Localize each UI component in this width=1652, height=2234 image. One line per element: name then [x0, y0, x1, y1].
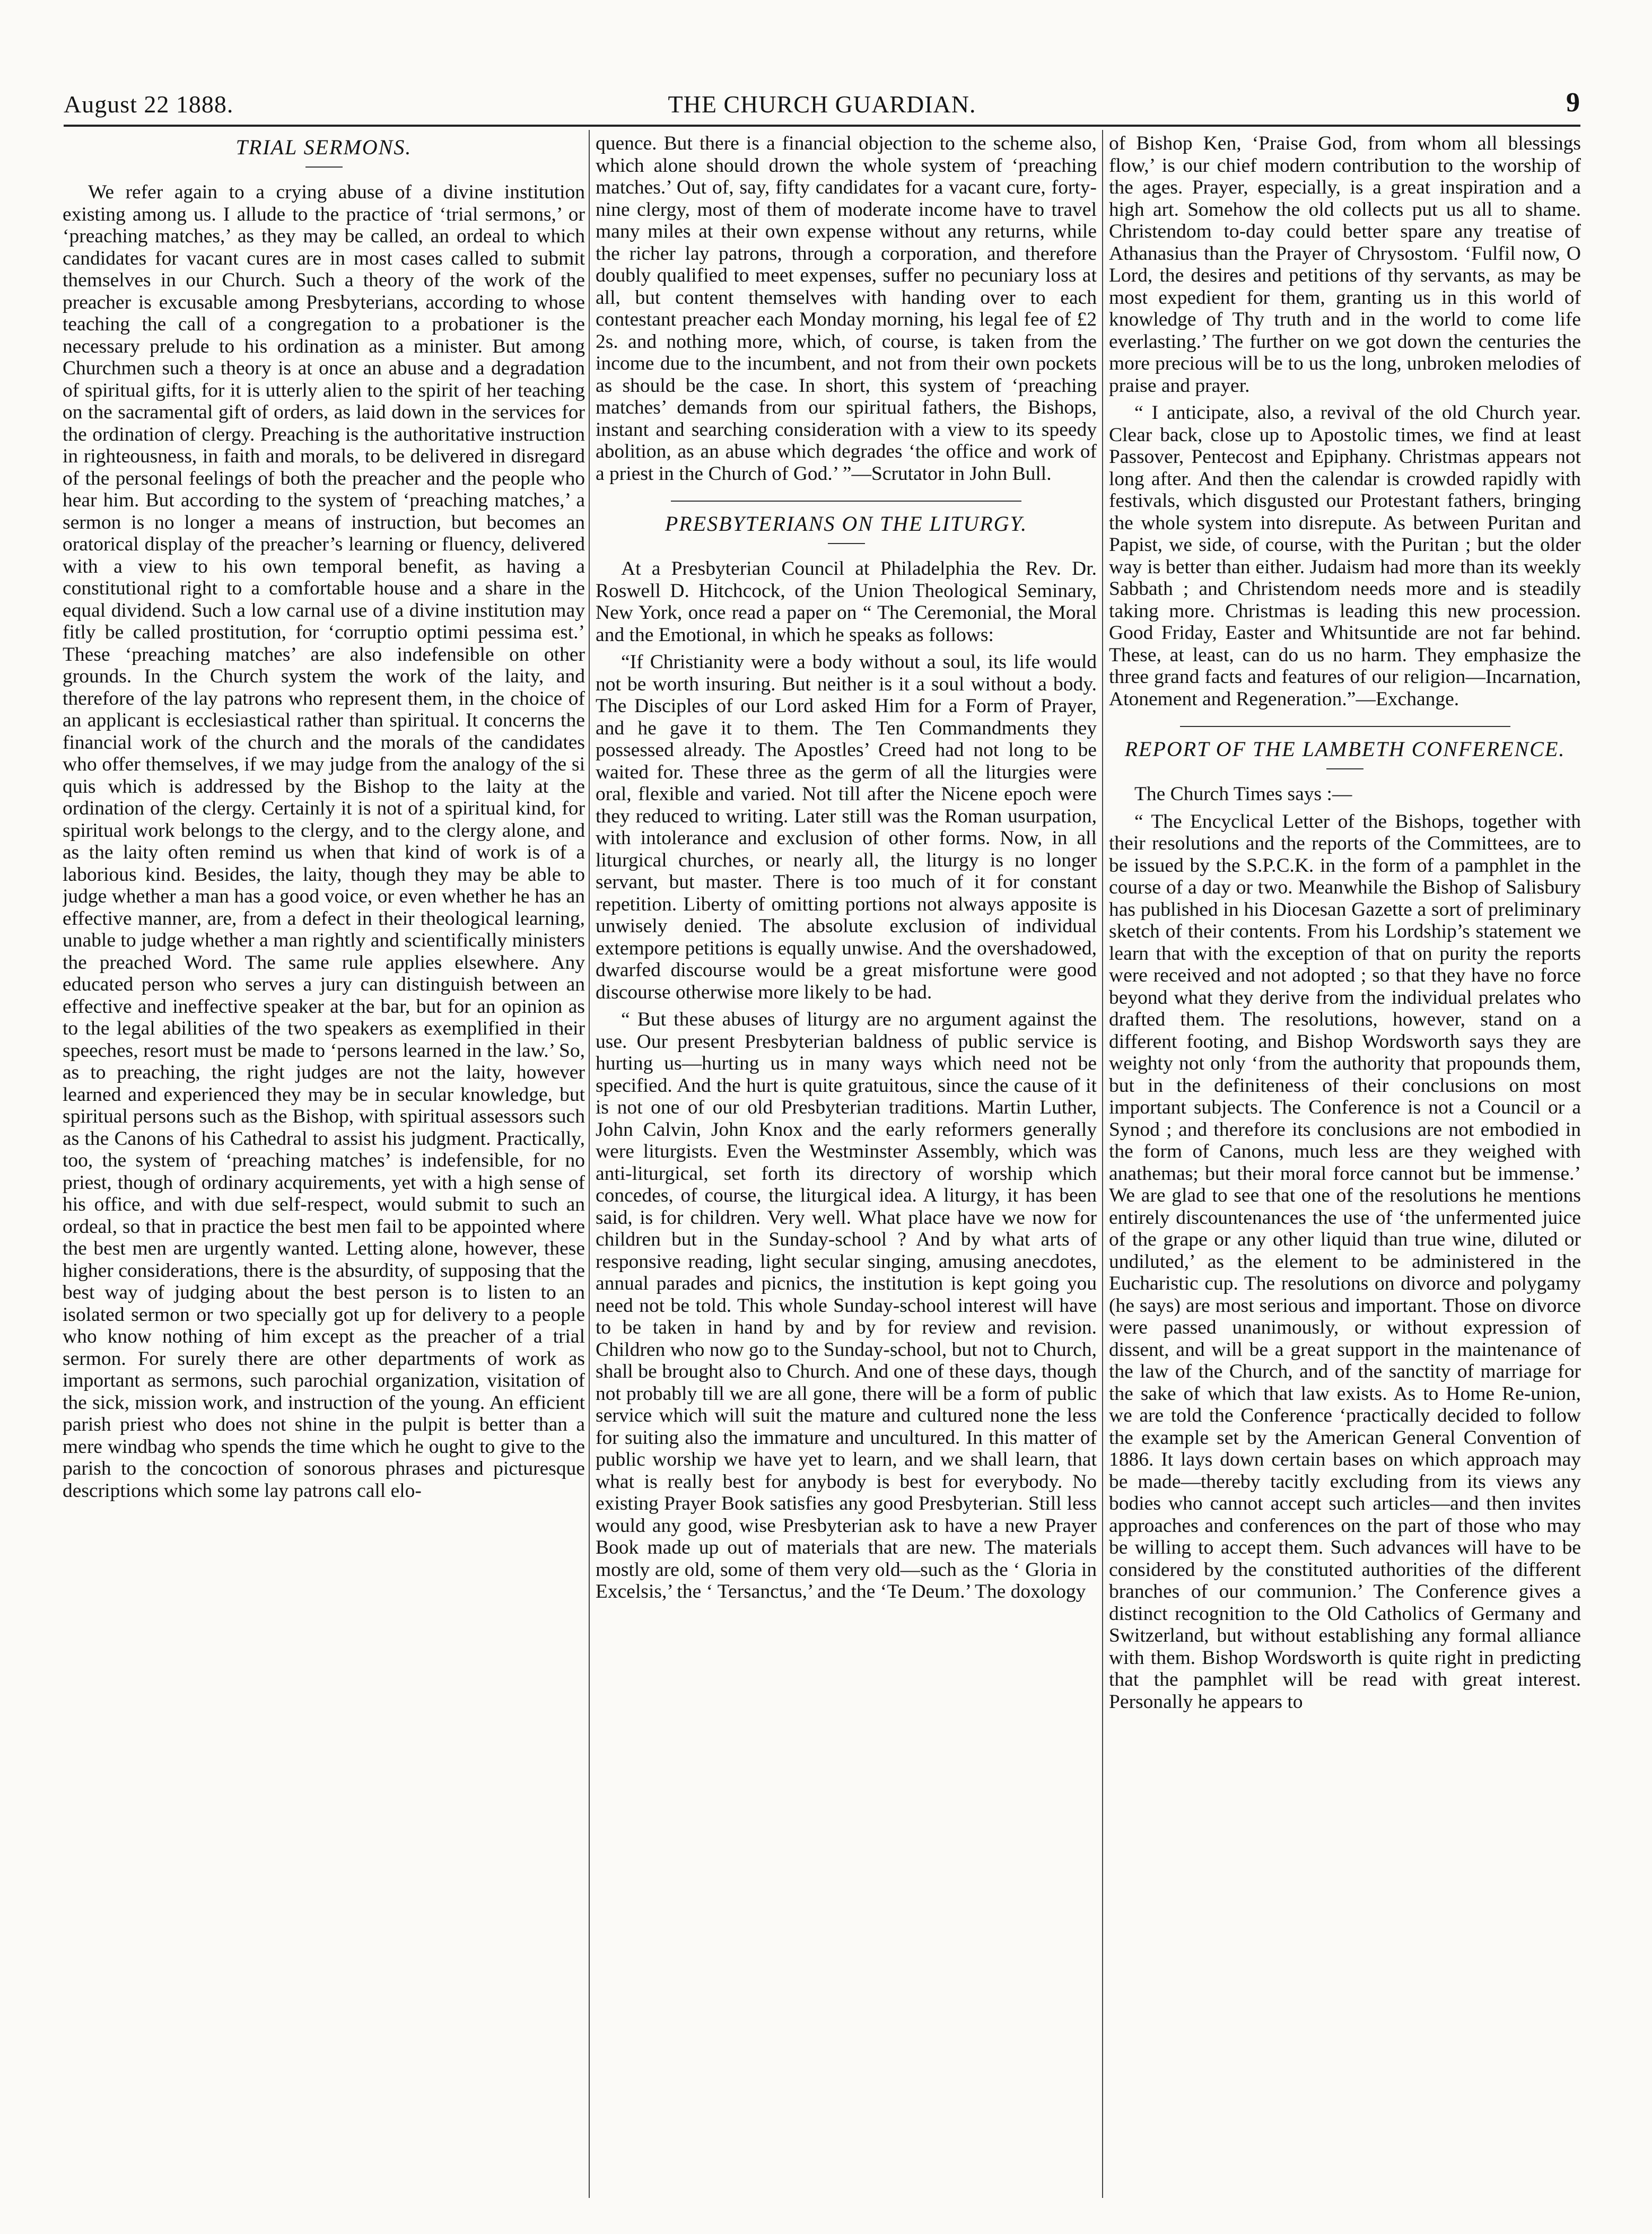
- page-header: [64, 84, 1580, 126]
- heading-rule: [828, 543, 865, 544]
- heading-rule: [1326, 768, 1363, 769]
- article-paragraph: “ I anticipate, also, a revival of the old Church year. Clear back, close up to Apostolic times, we find at least Passover, Pentecost and Epiphany. Christmas appears not long after. And then the calendar is crowded rapidly with festivals, which disgusted our Protestant fathers, bringing the whole system into disrepute. As between Puritan and Papist, we side, of course, with the Puritan ; but the older way is better than either. Judaism had more than its weekly Sabbath ; and Christendom needs more and is steadily taking more. Christmas is leading this new procession. Good Friday, Easter and Whitsuntide are not far behind. These, at least, can do us no harm. They emphasize the three grand facts and features of our religion—Incarnation, Atonement and Regeneration.”—Exchange.: [1109, 402, 1581, 710]
- column-divider: [1102, 130, 1103, 2198]
- article-heading-trial-sermons: TRIAL SERMONS.: [235, 135, 412, 159]
- article-paragraph: At a Presbyterian Council at Philadelphia the Rev. Dr. Roswell D. Hitchcock, of the Union Theological Seminary, New York, once read a paper on “ The Ceremonial, the Moral and the Emotional, in which he speaks as follows:: [596, 558, 1097, 646]
- heading-rule: [305, 167, 343, 168]
- masthead-title: THE CHURCH GUARDIAN.: [668, 91, 976, 118]
- article-intro: The Church Times says :—: [1134, 783, 1352, 805]
- column-divider: [589, 130, 590, 2198]
- header-rule: [64, 125, 1580, 127]
- column-3: [1109, 133, 1581, 2201]
- article-paragraph: “ The Encyclical Letter of the Bishops, together with their resolutions and the reports of the Committees, are to be issued by the S.P.C.K. in the form of a pamphlet in the course of a day or two. Meanwhile the Bishop of Salisbury has published in his Diocesan Gazette a sort of preliminary sketch of their contents. From his Lordship’s statement we learn that with the exception of that on purity the reports were received and not adopted ; so that they have no force beyond what they derive from the individual prelates who drafted them. The resolutions, however, stand on a different footing, and Bishop Wordsworth says they are weighty not only ‘from the authority that propounds them, but in the definiteness of their conclusions on most important subjects. The Conference is not a Council or a Synod ; and therefore its conclusions are not embodied in the form of Canons, much less are they weighed with anathemas; but their moral force cannot but be immense.’ We are glad to see that one of the resolutions he mentions entirely discountenances the use of ‘the unfermented juice of the grape or any other liquid than true wine, diluted or undiluted,’ as the element to be administered in the Eucharistic cup. The resolutions on divorce and polygamy (he says) are most serious and important. Those on divorce were passed unanimously, or without expression of dissent, and will be a great support in the maintenance of the law of the Church, and of the sanctity of marriage for the sake of which that law exists. As to Home Re-union, we are told the Conference ‘practically decided to follow the example set by the American General Convention of 1886. It lays down certain bases on which approach may be made—thereby tacitly excluding from its views any bodies who cannot accept such articles—and then invites approaches and conferences on the part of those who may be willing to accept them. Such advances will have to be considered by the constituted authorities of the different branches of our communion.’ The Conference gives a distinct recognition to the Old Catholics of Germany and Switzerland, but without establishing any formal alliance with them. Bishop Wordsworth is quite right in predicting that the pamphlet will be read with great interest. Personally he appears to: [1109, 810, 1581, 1713]
- article-paragraph-continued: quence. But there is a financial objection to the scheme also, which alone should drown the whole system of ‘preaching matches.’ Out of, say, fifty candidates for a vacant cure, forty-nine clergy, most of them of moderate income have to travel many miles at their own expense without any returns, while the richer lay patrons, through a corporation, and therefore doubly qualified to meet expenses, suffer no pecuniary loss at all, but content themselves with handing over to each contestant preacher each Monday morning, his legal fee of £2 2s. and nothing more, which, of course, is taken from the income due to the incumbent, and not from their own pockets as should be the case. In short, this system of ‘preaching matches’ demands from our spiritual fathers, the Bishops, instant and searching consideration with a view to its speedy abolition, as an abuse which degrades ‘the office and work of a priest in the Church of God.’ ”—Scrutator in John Bull.: [596, 133, 1097, 485]
- column-1: [63, 133, 585, 2201]
- column-2: [596, 133, 1097, 2201]
- article-heading-lambeth: REPORT OF THE LAMBETH CONFERENCE.: [1124, 737, 1566, 761]
- section-rule: [1180, 726, 1510, 727]
- section-rule: [671, 501, 1022, 502]
- article-paragraph-continued: of Bishop Ken, ‘Praise God, from whom all blessings flow,’ is our chief modern contribution to the worship of the ages. Prayer, especially, is a great inspiration and a high art. Somehow the old collects put us all to shame. Christendom to-day could better spare any treatise of Athanasius than the Prayer of Chrysostom. ‘Fulfil now, O Lord, the desires and petitions of thy servants, as may be most expedient for them, granting us in this world of knowledge of Thy truth and in the world to come life everlasting.’ The further on we got down the centuries the more precious will be to us the long, unbroken melodies of praise and prayer.: [1109, 133, 1581, 397]
- page-number: 9: [1566, 87, 1580, 118]
- issue-date: August 22 1888.: [64, 91, 234, 118]
- article-paragraph: “ But these abuses of liturgy are no argument against the use. Our present Presbyterian baldness of public service is hurting us—hurting us in many ways which need not be specified. And the hurt is quite gratuitous, since the cause of it is not one of our old Presbyterian traditions. Martin Luther, John Calvin, John Knox and the early reformers generally were liturgists. Even the Westminster Assembly, which was anti-liturgical, set forth its directory of worship which concedes, of course, the liturgical idea. A liturgy, it has been said, is for children. Very well. What place have we now for children but in the Sunday-school ? And by what arts of responsive reading, light secular singing, amusing anecdotes, annual parades and picnics, the institution is kept going you need not be told. This whole Sunday-school interest will have to be taken in hand by and by for review and revision. Children who now go to the Sunday-school, but not to Church, shall be brought also to Church. And one of these days, though not probably till we are all gone, there will be a form of public service which will suit the mature and cultured none the less for suiting also the immature and uncultured. In this matter of public worship we have yet to learn, and we shall learn, that what is really best for anybody is best for everybody. No existing Prayer Book satisfies any good Presbyterian. Still less would any good, wise Presbyterian ask to have a new Prayer Book made up out of materials that are new. The materials mostly are old, some of them very old—such as the ‘ Gloria in Excelsis,’ the ‘ Tersanctus,’ and the ‘Te Deum.’ The doxology: [596, 1009, 1097, 1602]
- article-paragraph: “If Christianity were a body without a soul, its life would not be worth insuring. But neither is it a soul without a body. The Disciples of our Lord asked Him for a Form of Prayer, and he gave it to them. The Ten Commandments they possessed already. The Apostles’ Creed had not long to be waited for. These three as the germ of all the liturgies were oral, flexible and varied. Not till after the Nicene epoch were they reduced to writing. Later still was the Roman usurpation, with intolerance and exclusion of other forms. Now, in all liturgical churches, or nearly all, the liturgy is no longer servant, but master. There is too much of it for constant repetition. Liberty of omitting portions not always apposite is unwisely denied. The absolute exclusion of individual extempore petitions is equally unwise. And the overshadowed, dwarfed discourse would be a great misfortune were good discourse otherwise more likely to be had.: [596, 651, 1097, 1003]
- article-paragraph: We refer again to a crying abuse of a divine institution existing among us. I allude to the practice of ‘trial sermons,’ or ‘preaching matches,’ as they may be called, an ordeal to which candidates for vacant cures are in most cases called to submit themselves in our Church. Such a theory of the work of the preacher is excusable among Presbyterians, according to whose teaching the call of a congregation to a probationer is the necessary prelude to his ordination as a minister. But among Churchmen such a theory is at once an abuse and a degradation of spiritual gifts, for it is utterly alien to the spirit of her teaching on the sacramental gift of orders, as laid down in the services for the ordination of clergy. Preaching is the authoritative instruction in righteousness, in faith and morals, to be delivered in disregard of the personal feelings of both the preacher and the people who hear him. But according to the system of ‘preaching matches,’ a sermon is no longer a means of instruction, but becomes an oratorical display of the preacher’s learning or fluency, delivered with a view to his own temporal benefit, as having a constitutional right to a comfortable house and a share in the equal dividend. Such a low carnal use of a divine institution may fitly be called prostitution, for ‘corruptio optimi pessima est.’ These ‘preaching matches’ are also indefensible on other grounds. In the Church system the work of the laity, and therefore of the lay patrons who represent them, in the choice of an applicant is ecclesiastical rather than spiritual. It concerns the financial work of the church and the morals of the candidates who offer themselves, if we may judge from the analogy of the si quis which is addressed by the Bishop to the laity at the ordination of the clergy. Certainly it is not of a spiritual kind, for spiritual work belongs to the clergy, and to the clergy alone, and as the laity often remind us when that kind of work is of a laborious kind. Besides, the laity, though they may be able to judge whether a man has a good voice, or even whether he has an effective manner, are, from a defect in their theological learning, unable to judge whether a man rightly and scientifically ministers the preached Word. The same rule applies elsewhere. Any educated person who serves a jury can distinguish between an effective and ineffective speaker at the bar, but for an opinion as to the legal abilities of the two speakers as exemplified in their speeches, resort must be made to ‘persons learned in the law.’ So, as to preaching, the right judges are not the laity, however learned and experienced they may be in secular knowledge, but spiritual persons such as the Bishop, with spiritual assessors such as the Canons of his Cathedral to assist his judgment. Practically, too, the system of ‘preaching matches’ is indefensible, for no priest, though of ordinary acquirements, yet with a high sense of his office, and with due self-respect, would submit to such an ordeal, so that in practice the best men fail to be appointed where the best men are urgently wanted. Letting alone, however, these higher considerations, there is the absurdity, of supposing that the best way of judging about the best person is to listen to an isolated sermon or two specially got up for delivery to a people who know nothing of him except as the preacher of a trial sermon. For surely there are other departments of work as important as sermons, such parochial organization, visitation of the sick, mission work, and instruction of the young. An efficient parish priest who does not shine in the pulpit is better than a mere windbag who spends the time which he ought to give to the parish to the concoction of sonorous phrases and picturesque descriptions which some lay patrons call elo-: [63, 181, 585, 1502]
- article-heading-presbyterians: PRESBYTERIANS ON THE LITURGY.: [665, 512, 1028, 536]
